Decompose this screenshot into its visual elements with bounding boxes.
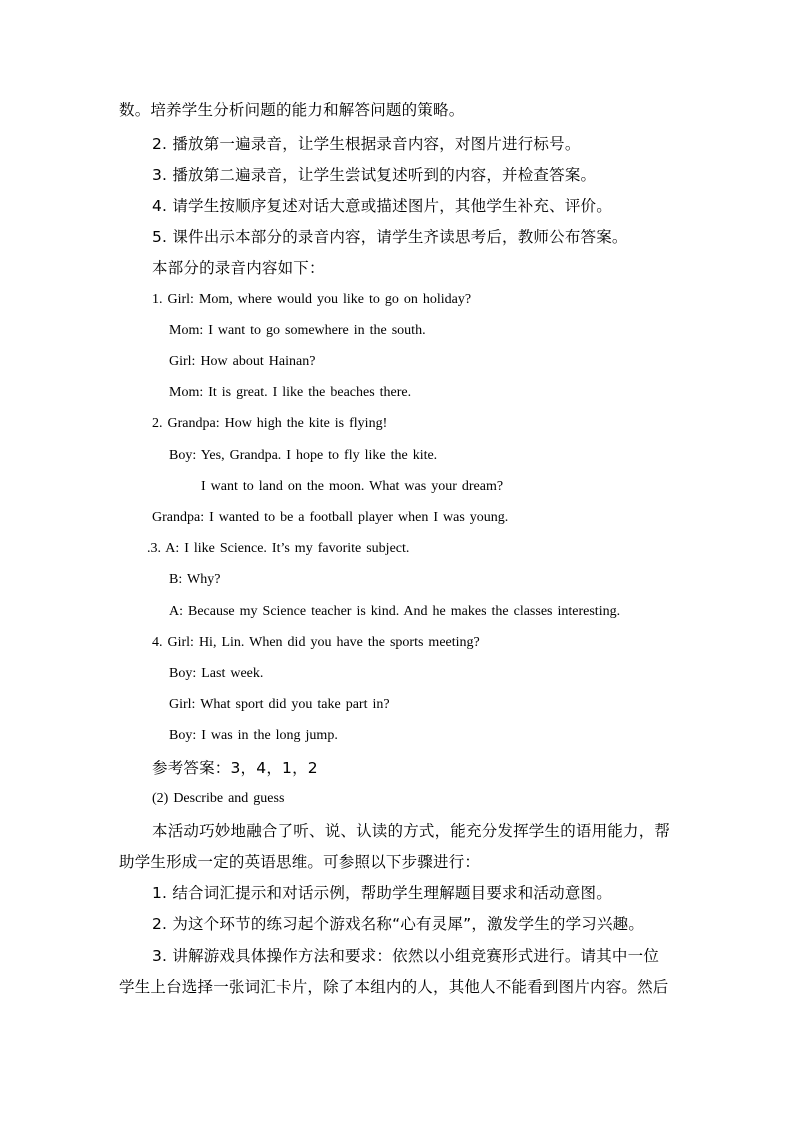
dialogue-line: Mom: I want to go somewhere in the south. xyxy=(169,323,426,338)
paragraph-text: 助学生形成一定的英语思维。可参照以下步骤进行： xyxy=(119,853,481,871)
dialogue-line: B: Why? xyxy=(169,572,221,587)
paragraph-text: 学生上台选择一张词汇卡片，除了本组内的人，其他人不能看到图片内容。然后 xyxy=(119,978,669,996)
step-1-text: 1. 结合词汇提示和对话示例，帮助学生理解题目要求和活动意图。 xyxy=(152,884,612,902)
step-5-text: 5. 课件出示本部分的录音内容，请学生齐读思考后，教师公布答案。 xyxy=(152,228,628,246)
dialogue-line: I want to land on the moon. What was your dream? xyxy=(201,479,504,494)
section-heading: (2) Describe and guess xyxy=(152,791,285,806)
step-3-text: 3. 讲解游戏具体操作方法和要求：依然以小组竞赛形式进行。请其中一位 xyxy=(152,947,660,965)
paragraph-continuation: 数。培养学生分析问题的能力和解答问题的策略。 xyxy=(119,101,465,119)
dialogue-line: 2. Grandpa: How high the kite is flying! xyxy=(152,416,388,431)
dialogue-line: Boy: Yes, Grandpa. I hope to fly like the kite. xyxy=(169,448,438,463)
paragraph-text: 本活动巧妙地融合了听、说、认读的方式，能充分发挥学生的语用能力，帮 xyxy=(152,822,671,840)
dialogue-line: .3. A: I like Science. It’s my favorite subject. xyxy=(147,541,410,556)
dialogue-line: 1. Girl: Mom, where would you like to go on holiday? xyxy=(152,292,472,307)
dialogue-line: Boy: Last week. xyxy=(169,666,264,681)
dialogue-line: Girl: How about Hainan? xyxy=(169,354,316,369)
dialogue-line: Mom: It is great. I like the beaches there. xyxy=(169,385,412,400)
reference-answer: 参考答案：3，4，1，2 xyxy=(152,759,318,777)
step-3-text: 3. 播放第二遍录音，让学生尝试复述听到的内容，并检查答案。 xyxy=(152,166,597,184)
step-2-text: 2. 播放第一遍录音，让学生根据录音内容，对图片进行标号。 xyxy=(152,135,581,153)
dialogue-line: 4. Girl: Hi, Lin. When did you have the sports meeting? xyxy=(152,635,480,650)
dialogue-line: A: Because my Science teacher is kind. And he makes the classes interesting. xyxy=(169,604,621,619)
dialogue-line: Grandpa: I wanted to be a football player when I was young. xyxy=(152,510,509,525)
recording-intro: 本部分的录音内容如下： xyxy=(152,259,325,277)
step-2-text: 2. 为这个环节的练习起个游戏名称“心有灵犀”，激发学生的学习兴趣。 xyxy=(152,915,645,933)
dialogue-line: Boy: I was in the long jump. xyxy=(169,728,338,743)
dialogue-line: Girl: What sport did you take part in? xyxy=(169,697,390,712)
step-4-text: 4. 请学生按顺序复述对话大意或描述图片，其他学生补充、评价。 xyxy=(152,197,612,215)
